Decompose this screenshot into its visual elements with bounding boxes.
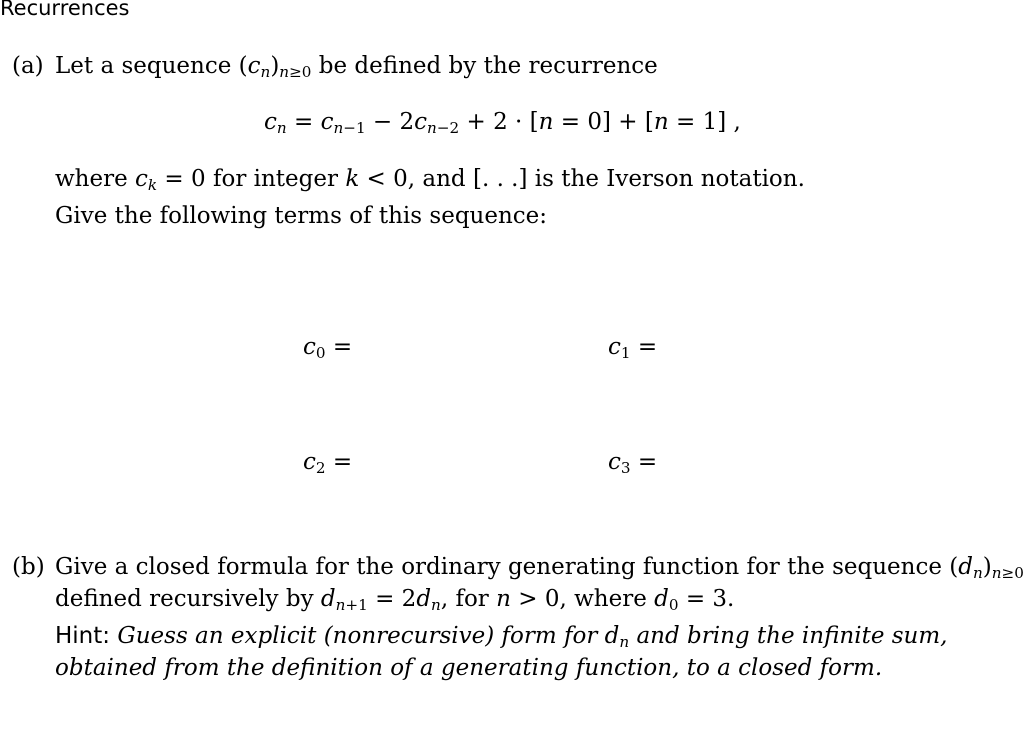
part-a-label: (a)	[12, 53, 44, 79]
term-c0: $c_0$ =	[303, 334, 353, 362]
k-condition: k < 0	[345, 166, 408, 192]
hint-line1	[55, 621, 948, 651]
part-a-intro-post: be defined by the recurrence	[318, 53, 658, 79]
term-c3: $c_3$ =	[608, 449, 658, 477]
recurrence-equation: $c_n = c_{n-1} - 2c_{n-2} + 2 \cdot [n = 0] + [n = 1]$ ,	[264, 109, 741, 137]
part-b-line2-mid2: , where	[559, 586, 647, 612]
part-b-line1	[55, 552, 1024, 582]
page-title: Recurrences	[0, 0, 130, 20]
sequence-c-notation: $(c_n)_{n\ge 0}$	[238, 53, 312, 81]
hint-label: Hint:	[55, 623, 111, 649]
part-a-intro	[55, 51, 658, 81]
term-c2: $c_2$ =	[303, 449, 353, 477]
hint-text-1: Guess an explicit (nonrecursive) form for $d_n$ and bring the infinite sum,	[117, 623, 948, 651]
term-c1: $c_1$ =	[608, 334, 658, 362]
d-recurrence: $d_{n+1} = 2d_n$	[320, 586, 441, 614]
part-a-where	[55, 164, 805, 194]
where-post-text: is the Iverson notation.	[534, 166, 805, 192]
hint-line2: obtained from the definition of a generating function, to a closed form.	[55, 655, 883, 681]
sequence-d-notation: $(d_n)_{n\ge 0}$	[949, 554, 1024, 582]
iverson-bracket: [. . .]	[472, 166, 528, 192]
part-b-line1-text: Give a closed formula for the ordinary generating function for the sequence	[55, 554, 942, 580]
hint-line1-text: Guess an explicit (nonrecursive) form for d	[117, 623, 620, 649]
hint-line1-post: and bring the infinite sum,	[629, 623, 948, 649]
part-b-line2-text: defined recursively by	[55, 586, 314, 612]
part-b-label: (b)	[12, 554, 45, 580]
part-b-line2-mid: , for	[440, 586, 489, 612]
where-mid-text: for integer	[212, 166, 338, 192]
part-a-prompt: Give the following terms of this sequence:	[55, 203, 548, 229]
part-a-intro-pre: Let a sequence	[55, 53, 232, 79]
n-condition: n > 0	[496, 586, 560, 612]
ck-condition: $c_k = 0$	[135, 166, 206, 194]
where-mid2-text: , and	[407, 166, 466, 192]
d0-value: $d_0 = 3$.	[654, 586, 735, 614]
part-b-line2	[55, 584, 734, 614]
where-text: where	[55, 166, 128, 192]
